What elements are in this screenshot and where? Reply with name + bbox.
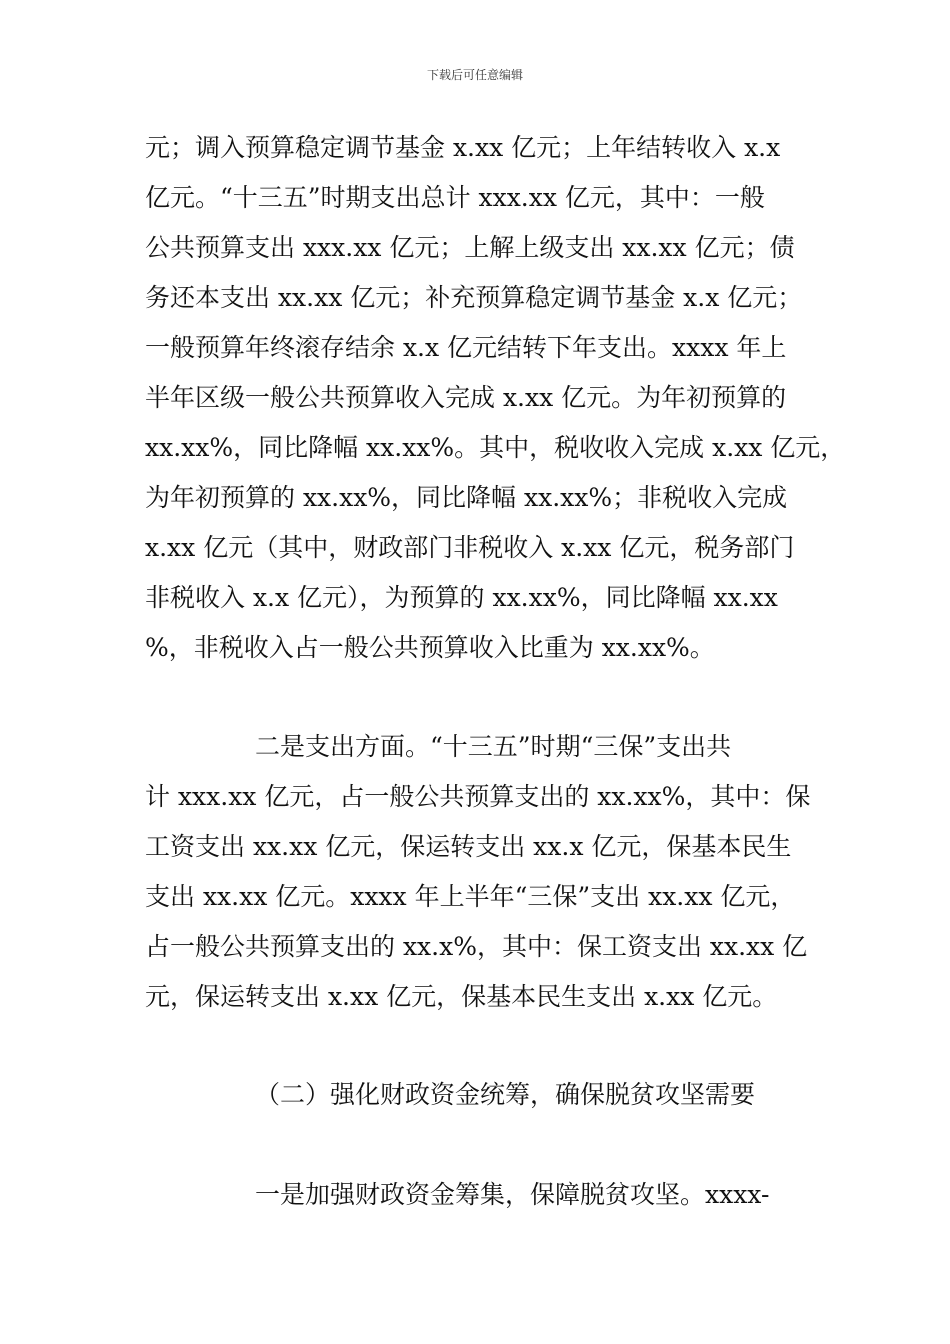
text-line: 亿元。“十三五”时期支出总计 xxx.xx 亿元，其中：一般 [145,183,765,212]
text-line: 非税收入 x.x 亿元），为预算的 xx.xx%，同比降幅 xx.xx [145,583,778,612]
text-line: 一般预算年终滚存结余 x.x 亿元结转下年支出。xxxx 年上 [145,333,787,362]
text-line: 占一般公共预算支出的 xx.x%，其中：保工资支出 xx.xx 亿 [145,932,808,961]
text-line: 元，保运转支出 x.xx 亿元，保基本民生支出 x.xx 亿元。 [145,982,778,1011]
text-line: 公共预算支出 xxx.xx 亿元；上解上级支出 xx.xx 亿元；债 [145,233,795,262]
section-heading: （二）强化财政资金统筹，确保脱贫攻坚需要 [255,1080,756,1109]
text-line: 半年区级一般公共预算收入完成 x.xx 亿元。为年初预算的 [145,383,787,412]
text-line: 为年初预算的 xx.xx%，同比降幅 xx.xx%；非税收入完成 [145,483,788,512]
text-line: 计 xxx.xx 亿元，占一般公共预算支出的 xx.xx%，其中：保 [145,782,811,811]
paragraph-heading-line: 二是支出方面。“十三五”时期“三保”支出共 [255,732,732,761]
text-line: 工资支出 xx.xx 亿元，保运转支出 xx.x 亿元，保基本民生 [145,832,792,861]
text-line: 支出 xx.xx 亿元。xxxx 年上半年“三保”支出 xx.xx 亿元， [145,882,796,911]
page-header: 下载后可任意编辑 [426,68,523,82]
text-line: xx.xx%，同比降幅 xx.xx%。其中，税收收入完成 x.xx 亿元， [145,433,846,462]
paragraph-heading-line: 一是加强财政资金筹集，保障脱贫攻坚。xxxx- [255,1180,770,1209]
text-line: x.xx 亿元（其中，财政部门非税收入 x.xx 亿元，税务部门 [145,533,795,562]
text-line: 元；调入预算稳定调节基金 x.xx 亿元；上年结转收入 x.x [145,133,781,162]
text-line: 务还本支出 xx.xx 亿元；补充预算稳定调节基金 x.x 亿元； [145,283,803,312]
text-line: %，非税收入占一般公共预算收入比重为 xx.xx%。 [145,633,715,662]
